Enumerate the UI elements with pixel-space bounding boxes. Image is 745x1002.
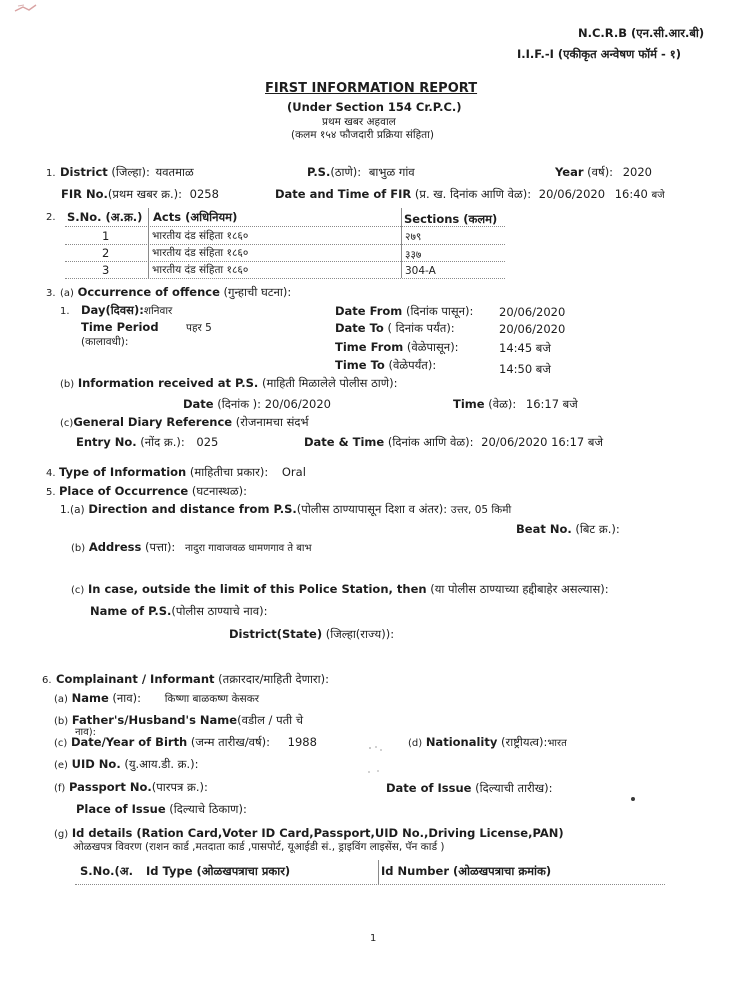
date-from-label: Date From [335,304,403,318]
place-heading [59,484,247,498]
issue-place-field [76,802,247,816]
date-to-field [335,321,455,335]
name-of-ps-label: Name of P.S. [90,604,172,618]
passport-field [54,780,208,796]
name-label: Name [71,691,109,705]
dob-field [54,735,317,751]
police-station-field [307,165,415,179]
sub-b: (b) [54,716,69,727]
sub-d: (d) [408,738,423,749]
general-diary-label-marathi: (रोजनामचा संदर्भ [235,415,309,429]
fir-label: FIR No. [61,187,108,201]
section-number: 3. [46,288,56,299]
date-to-label: Date To [335,321,384,335]
day-field [81,303,172,318]
sub-c: (c) [60,418,74,429]
info-date-label-marathi: (दिनांक ): [217,397,262,411]
sub-a: (a) [60,288,74,299]
acts-table-rule [65,278,505,279]
outside-limit-label: In case, outside the limit of this Police Station, then [87,582,427,596]
info-received-heading [60,376,397,392]
nationality-value: भारत [547,738,567,749]
acts-col-sno: S.No. (अ.क्र.) [67,210,143,224]
page-number: 1 [370,933,377,944]
year-label: Year [555,165,584,179]
acts-col-sections: Sections (कलम) [404,212,498,226]
district-label: District [60,165,108,179]
general-diary-heading [60,415,309,431]
father-name-label-marathi: (वडील / पती चे [237,713,304,727]
sub-f: (f) [54,783,66,794]
acts-row-section: २७९ [405,231,422,243]
page-title: FIRST INFORMATION REPORT [265,81,478,96]
info-type-value: Oral [281,465,306,479]
uid-label-marathi: (यु.आय.डी. क्र.): [124,757,199,771]
sub-e: (e) [54,760,68,771]
direction-value: उत्तर, 05 किमी [450,504,512,516]
day-label: Day(दिवस): [81,303,144,317]
nationality-field [408,735,567,751]
nationality-label: Nationality [425,735,498,749]
date-from-label-marathi: (दिनांक पासून): [405,304,474,318]
id-details-label: Id details (Ration Card,Voter ID Card,Passport,UID No.,Driving License,PAN) [71,826,564,840]
page-subtitle-marathi: प्रथम खबर अहवाल [322,116,396,128]
passport-label-marathi: (पारपत्र क्र.): [151,780,208,794]
fir-time-value: 16:40 [614,187,648,201]
scan-speck-icon [366,742,390,782]
name-of-ps-label-marathi: (पोलीस ठाण्याचे नाव): [171,604,268,618]
sub-a: (a) [54,694,68,705]
acts-table-rule [65,261,505,262]
complainant-label-marathi: (तक्रारदार/माहिती देणारा): [218,672,329,686]
district-state-label: District(State) [229,627,323,641]
sub-g: (g) [54,829,69,840]
acts-row-section: 304-A [405,265,436,277]
fir-datetime-label-marathi: (प्र. ख. दिनांक आणि वेळ): [414,187,532,201]
general-diary-label: General Diary Reference [73,415,233,429]
info-received-label-marathi: (माहिती मिळालेले पोलीस ठाणे): [261,376,398,390]
acts-row-act: भारतीय दंड संहिता १८६० [152,230,249,242]
day-value: शनिवार [143,305,173,317]
time-period-value: पहर 5 [186,322,212,334]
direction-label-marathi: (पोलीस ठाण्यापासून दिशा व अंतर): [296,502,448,516]
gd-datetime-label-marathi: (दिनांक आणि वेळ): [387,435,474,449]
id-details-label-marathi: ओळखपत्र विवरण (राशन कार्ड ,मतदाता कार्ड ,पासपोर्ट, यूआईडी सं., ड्राइविंग लाइसेंस, पॅन कार्ड ) [73,841,445,853]
stamp-mark-icon [14,2,40,14]
address-label-marathi: (पत्ता): [145,540,176,554]
fir-datetime-label: Date and Time of FIR [275,187,412,201]
time-from-label-marathi: (वेळेपासून): [406,340,459,354]
info-date-value: 20/06/2020 [264,397,331,411]
beat-label-marathi: (बिट क्र.): [575,522,620,536]
issue-place-label: Place of Issue [76,802,166,816]
sub-number: 1. [60,306,70,317]
name-of-ps-field [90,604,267,618]
fir-value: 0258 [189,187,219,201]
fir-time-unit: बजे [651,190,665,201]
district-state-field [229,627,394,641]
acts-row-section: ३३७ [405,249,422,261]
issue-date-field [386,781,553,795]
info-time-label: Time [453,397,485,411]
section-number: 4. [46,468,56,479]
complainant-heading [56,672,329,686]
ps-value: बाभुळ गांव [368,165,415,179]
direction-field [60,502,511,517]
sub-b: (b) [60,379,75,390]
info-time-value: 16:17 बजे [525,397,578,411]
time-to-label: Time To [335,358,385,372]
id-col-number: Id Number (ओळखपत्राचा क्रमांक) [381,864,552,878]
fir-date-value: 20/06/2020 [538,187,606,201]
entry-number-field [76,435,218,449]
info-received-label: Information received at P.S. [77,376,259,390]
acts-col-acts: Acts (अधिनियम) [153,210,238,224]
acts-row-sno: 3 [102,263,110,277]
info-type-label: Type of Information [59,465,187,479]
id-table-divider [378,860,379,884]
outside-limit-field [71,582,609,598]
acts-row-act: भारतीय दंड संहिता १८६० [152,264,249,276]
complainant-label: Complainant / Informant [56,672,215,686]
section-number: 1. [46,168,56,179]
direction-label: Direction and distance from P.S. [88,502,297,516]
gd-datetime-field [304,435,603,449]
sub-c: (c) [54,738,68,749]
date-from-value: 20/06/2020 [499,305,566,319]
gd-datetime-value: 20/06/2020 16:17 बजे [481,435,603,449]
acts-row-act: भारतीय दंड संहिता १८६० [152,247,249,259]
father-name-label-marathi-2: नाव): [75,727,96,738]
place-label: Place of Occurrence [59,484,189,498]
acts-table-divider [401,208,402,278]
acts-table-rule [65,226,505,227]
section-number: 5. [46,487,56,498]
scan-dot-icon [630,796,636,802]
issue-date-label: Date of Issue [386,781,472,795]
name-label-marathi: (नाव): [112,691,142,705]
sub-c: (c) [71,585,85,596]
outside-limit-label-marathi: (या पोलीस ठाण्याच्या हद्दीबाहेर असल्यास): [430,582,609,596]
nationality-label-marathi: (राष्ट्रीयत्व): [501,735,548,749]
time-period-label-marathi: (कालावधी): [81,336,129,348]
district-value: यवतमाळ [155,165,194,179]
ps-label: P.S. [307,165,331,179]
dob-value: 1988 [287,735,317,749]
fir-number-field [61,187,219,201]
issue-date-label-marathi: (दिल्याची तारीख): [475,781,553,795]
occurrence-heading [60,285,291,301]
info-time-field [453,397,578,411]
date-to-label-marathi: ( दिनांक पर्यंत): [387,321,455,335]
address-value: नादुरा गावाजवळ धामणगाव ते बाभ [184,543,312,554]
page-subtitle-marathi-2: (कलम १५४ फौजदारी प्रक्रिया संहिता) [291,129,434,141]
info-date-label: Date [183,397,214,411]
district-state-label-marathi: (जिल्हा(राज्य)): [325,627,395,641]
year-field [555,165,652,179]
dob-label-marathi: (जन्म तारीख/वर्ष): [190,735,271,749]
time-from-label: Time From [335,340,404,354]
address-field [71,540,312,556]
info-date-field [183,397,331,411]
fir-label-marathi: (प्रथम खबर क्र.): [107,187,182,201]
time-from-field [335,340,459,354]
date-from-field [335,304,473,318]
section-number: 6. [42,675,52,686]
acts-row-sno: 1 [102,229,110,243]
year-value: 2020 [622,165,652,179]
info-type-field [59,465,306,479]
info-type-label-marathi: (माहितीचा प्रकार): [189,465,269,479]
entry-number-label-marathi: (नोंद क्र.): [140,435,185,449]
section-number: 2. [46,212,56,223]
beat-label: Beat No. [516,522,572,536]
beat-field [516,522,620,536]
passport-label: Passport No. [68,780,152,794]
ps-label-marathi: (ठाणे): [330,165,362,179]
iif-label: I.I.F.-I (एकीकृत अन्वेषण फॉर्म - १) [517,47,682,61]
info-time-label-marathi: (वेळ): [488,397,517,411]
acts-table-rule [65,244,505,245]
entry-number-label: Entry No. [76,435,137,449]
occurrence-label-marathi: (गुन्हाची घटना): [223,285,292,299]
address-label: Address [88,540,142,554]
district-label-marathi: (जिल्हा): [111,165,150,179]
uid-field [54,757,199,773]
name-value: किष्णा बाळकष्ण केसकर [164,693,260,705]
dob-label: Date/Year of Birth [70,735,188,749]
id-col-type: Id Type (ओळखपत्राचा प्रकार) [146,864,291,878]
acts-row-sno: 2 [102,246,110,260]
uid-label: UID No. [71,757,121,771]
issue-place-label-marathi: (दिल्याचे ठिकाण): [169,802,247,816]
acts-table-divider [148,208,149,278]
place-label-marathi: (घटनास्थळ): [191,484,247,498]
ncrb-label: N.C.R.B (एन.सी.आर.बी) [578,26,705,40]
entry-number-value: 025 [196,435,219,449]
occurrence-label: Occurrence of offence [77,285,220,299]
time-to-label-marathi: (वेळेपर्यंत): [388,358,437,372]
time-period-label: Time Period [81,320,159,334]
father-name-label: Father's/Husband's Name [71,713,238,727]
page-subtitle: (Under Section 154 Cr.P.C.) [287,100,462,114]
gd-datetime-label: Date & Time [304,435,385,449]
id-table-rule [75,884,665,885]
time-from-value: 14:45 बजे [499,341,551,355]
fir-datetime-field [275,187,665,203]
id-col-sno: S.No.(अ. [80,864,133,878]
year-label-marathi: (वर्ष): [587,165,614,179]
district-field [60,165,194,179]
complainant-name-field [54,691,259,707]
time-to-field [335,358,436,372]
date-to-value: 20/06/2020 [499,322,566,336]
time-to-value: 14:50 बजे [499,362,551,376]
sub-b: (b) [71,543,86,554]
sub-a: 1.(a) [60,504,85,516]
